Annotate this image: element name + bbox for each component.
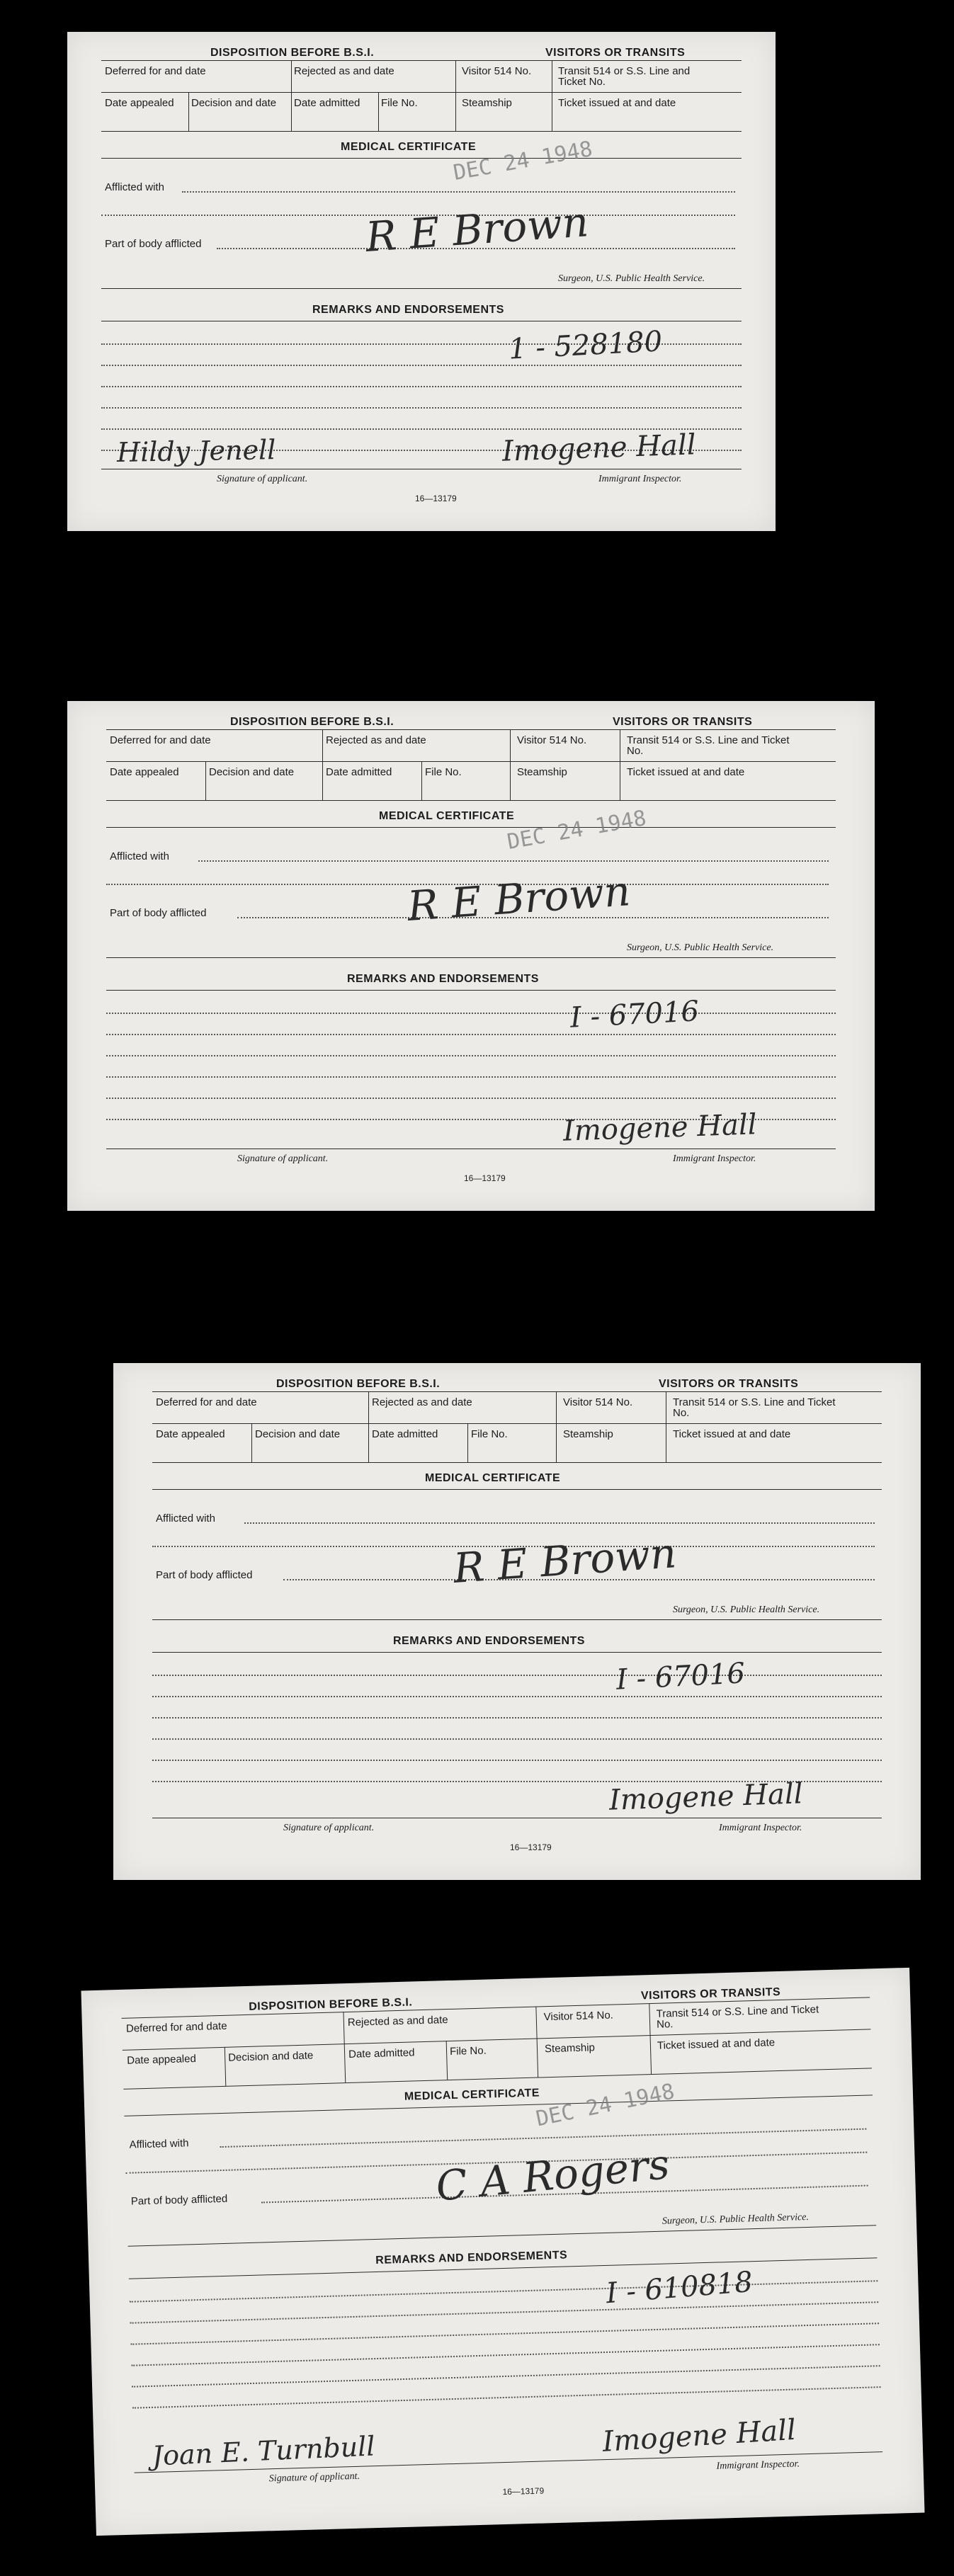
deferred-label: Deferred for and date [125, 2019, 227, 2035]
remarks-heading: REMARKS AND ENDORSEMENTS [347, 973, 539, 985]
remarks-heading: REMARKS AND ENDORSEMENTS [375, 2249, 568, 2267]
form-rule [101, 158, 742, 159]
dotted-line [132, 2386, 881, 2409]
dotted-line [130, 2301, 879, 2324]
form-number: 16—13179 [464, 1173, 506, 1183]
file-no-label: File No. [471, 1428, 508, 1440]
inspector-signature: Imogene Hall [608, 1777, 804, 1817]
disposition-heading: DISPOSITION BEFORE B.S.I. [276, 1378, 441, 1390]
remark-number: I - 67016 [615, 1657, 746, 1697]
deferred-label: Deferred for and date [110, 734, 211, 746]
dotted-line [106, 1055, 836, 1056]
dotted-line [106, 1034, 836, 1035]
decision-label: Decision and date [227, 2049, 314, 2064]
decision-label: Decision and date [209, 766, 295, 778]
signature-caption: Signature of applicant. [237, 1153, 329, 1164]
body-part-label: Part of body afflicted [105, 238, 202, 250]
signature-caption: Signature of applicant. [217, 474, 308, 484]
signature-caption: Signature of applicant. [283, 1823, 375, 1833]
surgeon-caption: Surgeon, U.S. Public Health Service. [558, 273, 705, 284]
rejected-label: Rejected as and date [294, 65, 394, 77]
medical-certificate-heading: MEDICAL CERTIFICATE [425, 1472, 561, 1484]
form-number: 16—13179 [502, 2485, 545, 2497]
surgeon-caption: Surgeon, U.S. Public Health Service. [627, 942, 774, 953]
file-no-label: File No. [381, 97, 418, 109]
form-rule [101, 60, 742, 61]
form-rule [378, 92, 379, 131]
dotted-line [152, 1760, 882, 1761]
visitor-label: Visitor 514 No. [517, 734, 587, 746]
form-rule [106, 957, 836, 958]
dotted-line [101, 407, 742, 409]
body-part-label: Part of body afflicted [130, 2192, 228, 2208]
visitors-heading: VISITORS OR TRANSITS [640, 1985, 781, 2002]
rejected-label: Rejected as and date [347, 2014, 448, 2029]
remarks-heading: REMARKS AND ENDORSEMENTS [312, 304, 504, 316]
form-rule [225, 2047, 227, 2086]
form-rule [152, 1462, 882, 1463]
rejected-label: Rejected as and date [326, 734, 426, 746]
form-rule [106, 827, 836, 828]
date-admitted-label: Date admitted [326, 766, 392, 778]
rejected-label: Rejected as and date [372, 1396, 472, 1408]
applicant-signature: Joan E. Turnbull [151, 2430, 376, 2472]
remark-number: I - 67016 [569, 995, 700, 1035]
form-rule [421, 761, 422, 800]
visitor-label: Visitor 514 No. [462, 65, 532, 77]
form-rule [101, 288, 742, 289]
surgeon-signature: R E Brown [406, 867, 632, 930]
disposition-heading: DISPOSITION BEFORE B.S.I. [230, 716, 394, 728]
disposition-heading: DISPOSITION BEFORE B.S.I. [210, 47, 375, 59]
dotted-line [130, 2280, 878, 2303]
inspector-signature: Imogene Hall [562, 1108, 758, 1148]
date-appealed-label: Date appealed [105, 97, 174, 109]
form-rule [455, 60, 456, 131]
date-appealed-label: Date appealed [110, 766, 179, 778]
form-rule [446, 2041, 448, 2080]
dotted-line [106, 1076, 836, 1078]
form-rule [106, 800, 836, 801]
ticket-label: Ticket issued at and date [558, 97, 676, 109]
form-rule [106, 990, 836, 991]
medical-certificate-heading: MEDICAL CERTIFICATE [404, 2087, 540, 2103]
dotted-line [106, 1013, 836, 1014]
date-appealed-label: Date appealed [156, 1428, 225, 1440]
dotted-line [152, 1675, 882, 1676]
ticket-label: Ticket issued at and date [673, 1428, 791, 1440]
visitors-heading: VISITORS OR TRANSITS [545, 47, 686, 59]
dotted-line [130, 2323, 879, 2345]
steamship-label: Steamship [544, 2041, 596, 2056]
immigration-card [113, 1363, 921, 1880]
decision-label: Decision and date [191, 97, 277, 109]
inspector-caption: Immigrant Inspector. [719, 1823, 802, 1833]
dotted-line [182, 191, 735, 193]
date-admitted-label: Date admitted [294, 97, 360, 109]
form-rule [467, 1423, 468, 1462]
form-rule [152, 1489, 882, 1490]
form-rule [152, 1423, 882, 1424]
immigration-card [81, 1968, 924, 2536]
form-rule [649, 2003, 652, 2074]
surgeon-signature: C A Rogers [433, 2140, 672, 2211]
form-rule [128, 2225, 877, 2247]
form-rule [101, 92, 742, 93]
form-rule [291, 60, 292, 131]
form-rule [251, 1423, 252, 1462]
afflicted-label: Afflicted with [105, 181, 164, 193]
inspector-signature: Imogene Hall [601, 2413, 797, 2458]
transit-label: Transit 514 or S.S. Line and Ticket No. [627, 734, 790, 757]
form-rule [106, 761, 836, 762]
date-stamp: DEC 24 1948 [451, 137, 595, 186]
afflicted-label: Afflicted with [110, 850, 169, 862]
body-part-label: Part of body afflicted [110, 907, 207, 919]
dotted-line [101, 365, 742, 366]
inspector-caption: Immigrant Inspector. [673, 1153, 756, 1164]
dotted-line [131, 2344, 880, 2366]
visitors-heading: VISITORS OR TRANSITS [659, 1378, 799, 1390]
visitor-label: Visitor 514 No. [543, 2009, 614, 2024]
remark-number: 1 - 528180 [507, 325, 664, 366]
form-rule [322, 729, 323, 800]
immigration-card [67, 701, 875, 1211]
form-rule [205, 761, 206, 800]
dotted-line [198, 860, 829, 862]
surgeon-signature: R E Brown [364, 198, 591, 261]
medical-certificate-heading: MEDICAL CERTIFICATE [341, 141, 477, 153]
immigration-card [67, 32, 776, 531]
surgeon-signature: R E Brown [452, 1529, 678, 1592]
ticket-label: Ticket issued at and date [657, 2036, 776, 2052]
form-rule [106, 729, 836, 730]
steamship-label: Steamship [563, 1428, 613, 1440]
date-stamp: DEC 24 1948 [533, 2079, 677, 2132]
visitors-heading: VISITORS OR TRANSITS [613, 716, 753, 728]
afflicted-label: Afflicted with [129, 2137, 189, 2151]
dotted-line [244, 1522, 875, 1524]
decision-label: Decision and date [255, 1428, 341, 1440]
deferred-label: Deferred for and date [156, 1396, 257, 1408]
form-rule [535, 2007, 538, 2078]
form-number: 16—13179 [415, 494, 457, 503]
disposition-heading: DISPOSITION BEFORE B.S.I. [248, 1996, 413, 2013]
transit-label: Transit 514 or S.S. Line and Ticket No. [558, 65, 691, 88]
steamship-label: Steamship [462, 97, 512, 109]
inspector-caption: Immigrant Inspector. [598, 474, 682, 484]
transit-label: Transit 514 or S.S. Line and Ticket No. [673, 1396, 836, 1419]
form-rule [510, 729, 511, 800]
date-stamp: DEC 24 1948 [505, 806, 649, 855]
date-admitted-label: Date admitted [348, 2046, 415, 2061]
transit-label: Transit 514 or S.S. Line and Ticket No. [656, 2003, 819, 2031]
afflicted-label: Afflicted with [156, 1512, 215, 1524]
dotted-line [152, 1738, 882, 1740]
body-part-label: Part of body afflicted [156, 1569, 253, 1581]
form-rule [101, 131, 742, 132]
dotted-line [152, 1717, 882, 1719]
form-rule [152, 1652, 882, 1653]
dotted-line [132, 2365, 880, 2388]
ticket-label: Ticket issued at and date [627, 766, 745, 778]
form-rule [152, 1391, 882, 1392]
dotted-line [220, 2128, 867, 2148]
file-no-label: File No. [449, 2044, 487, 2058]
remarks-heading: REMARKS AND ENDORSEMENTS [393, 1635, 585, 1647]
form-rule [343, 2012, 346, 2082]
form-number: 16—13179 [510, 1842, 552, 1852]
inspector-caption: Immigrant Inspector. [716, 2458, 800, 2472]
form-rule [188, 92, 189, 131]
date-appealed-label: Date appealed [127, 2052, 197, 2067]
form-rule [368, 1391, 369, 1462]
signature-caption: Signature of applicant. [268, 2470, 360, 2485]
form-rule [123, 2068, 872, 2090]
visitor-label: Visitor 514 No. [563, 1396, 633, 1408]
steamship-label: Steamship [517, 766, 567, 778]
inspector-signature: Imogene Hall [501, 428, 697, 468]
date-admitted-label: Date admitted [372, 1428, 438, 1440]
dotted-line [101, 386, 742, 387]
surgeon-caption: Surgeon, U.S. Public Health Service. [673, 1605, 820, 1615]
deferred-label: Deferred for and date [105, 65, 206, 77]
surgeon-caption: Surgeon, U.S. Public Health Service. [661, 2211, 810, 2227]
dotted-line [106, 1098, 836, 1099]
form-rule [556, 1391, 557, 1462]
form-rule [152, 1619, 882, 1620]
applicant-signature: Hildy Jenell [116, 434, 276, 468]
remark-number: I - 610818 [605, 2265, 754, 2310]
dotted-line [152, 1696, 882, 1697]
medical-certificate-heading: MEDICAL CERTIFICATE [379, 810, 515, 822]
file-no-label: File No. [425, 766, 462, 778]
